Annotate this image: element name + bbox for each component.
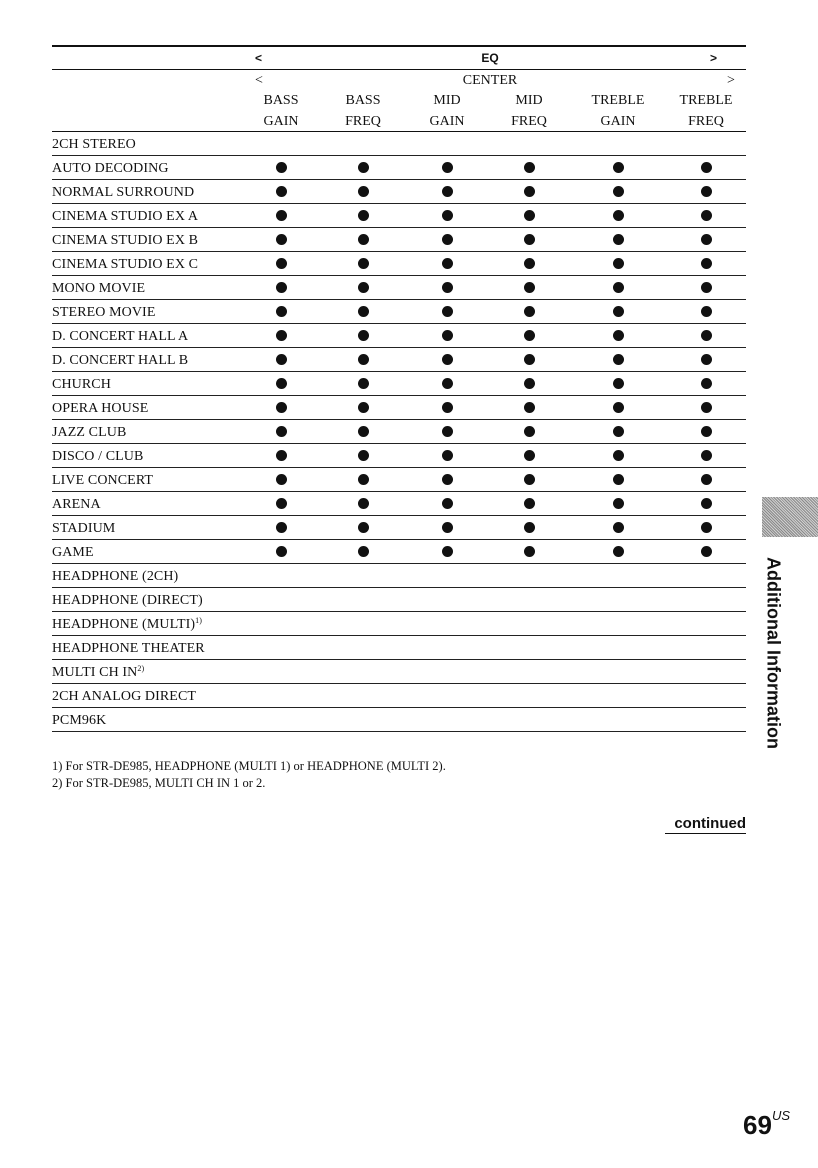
row-label-text: 2CH ANALOG DIRECT	[52, 689, 197, 704]
row-label	[52, 641, 205, 657]
available-dot-icon	[442, 282, 453, 293]
available-dot-icon	[524, 282, 535, 293]
available-dot-icon	[442, 234, 453, 245]
available-dot-icon	[442, 258, 453, 269]
table-row	[52, 708, 746, 732]
available-dot-icon	[524, 258, 535, 269]
table-row	[52, 444, 746, 468]
available-dot-icon	[276, 210, 287, 221]
available-dot-icon	[276, 546, 287, 557]
table-row	[52, 276, 746, 300]
column-header-2-line1: BASS	[345, 93, 381, 108]
available-dot-icon	[276, 450, 287, 461]
available-dot-icon	[358, 186, 369, 197]
row-label-text: ARENA	[52, 497, 101, 512]
column-header-4-line2: FREQ	[511, 114, 547, 129]
available-dot-icon	[701, 186, 712, 197]
row-label-text: 2CH STEREO	[52, 137, 136, 152]
row-label-text: HEADPHONE (DIRECT)	[52, 593, 203, 608]
row-label	[52, 281, 145, 297]
row-label	[52, 449, 143, 465]
row-label	[52, 569, 178, 585]
footnote-1: 1) For STR-DE985, HEADPHONE (MULTI 1) or HEADPHONE (MULTI 2).	[52, 759, 446, 773]
column-header-6-line1: TREBLE	[679, 93, 733, 108]
available-dot-icon	[442, 498, 453, 509]
available-dot-icon	[701, 258, 712, 269]
table-row	[52, 588, 746, 612]
available-dot-icon	[701, 354, 712, 365]
available-dot-icon	[613, 282, 624, 293]
available-dot-icon	[701, 162, 712, 173]
row-label-text: STEREO MOVIE	[52, 305, 156, 320]
available-dot-icon	[276, 354, 287, 365]
page-number-value: 69	[743, 1110, 772, 1140]
available-dot-icon	[442, 330, 453, 341]
available-dot-icon	[613, 378, 624, 389]
available-dot-icon	[276, 498, 287, 509]
continued-rule	[665, 833, 746, 834]
available-dot-icon	[442, 378, 453, 389]
column-header-5-line2: GAIN	[600, 114, 636, 129]
table-row	[52, 228, 746, 252]
row-label-text: D. CONCERT HALL A	[52, 329, 189, 344]
available-dot-icon	[442, 522, 453, 533]
column-header-4-line1: MID	[515, 93, 543, 108]
eq-right-marker: >	[710, 51, 718, 65]
table-row	[52, 636, 746, 660]
available-dot-icon	[613, 306, 624, 317]
available-dot-icon	[524, 162, 535, 173]
row-footnote-ref: 2)	[137, 664, 145, 673]
table-row	[52, 516, 746, 540]
available-dot-icon	[358, 354, 369, 365]
available-dot-icon	[358, 234, 369, 245]
row-label-text: STADIUM	[52, 521, 116, 536]
available-dot-icon	[524, 330, 535, 341]
continued-label: continued	[674, 815, 746, 832]
row-label	[52, 209, 198, 225]
available-dot-icon	[701, 546, 712, 557]
available-dot-icon	[613, 162, 624, 173]
section-tab-marker	[762, 497, 818, 537]
available-dot-icon	[701, 498, 712, 509]
table-row	[52, 468, 746, 492]
row-label-text: NORMAL SURROUND	[52, 185, 195, 200]
available-dot-icon	[701, 234, 712, 245]
column-header-2-line2: FREQ	[345, 114, 381, 129]
row-label	[52, 353, 188, 369]
available-dot-icon	[613, 354, 624, 365]
available-dot-icon	[276, 522, 287, 533]
available-dot-icon	[613, 210, 624, 221]
row-label-text: CHURCH	[52, 377, 111, 392]
available-dot-icon	[276, 474, 287, 485]
available-dot-icon	[276, 378, 287, 389]
row-label-text: HEADPHONE THEATER	[52, 641, 205, 656]
available-dot-icon	[701, 426, 712, 437]
available-dot-icon	[442, 306, 453, 317]
table-row	[52, 660, 746, 684]
section-side-label	[760, 545, 786, 760]
available-dot-icon	[276, 426, 287, 437]
row-label	[52, 401, 148, 417]
table-row	[52, 180, 746, 204]
row-label-text: GAME	[52, 545, 94, 560]
available-dot-icon	[524, 402, 535, 413]
table-row	[52, 540, 746, 564]
row-label	[52, 521, 115, 537]
page-number-suffix: US	[771, 1108, 790, 1123]
available-dot-icon	[276, 306, 287, 317]
row-label-text: PCM96K	[52, 713, 107, 728]
available-dot-icon	[358, 210, 369, 221]
table-row	[52, 132, 746, 156]
center-right-marker: >	[727, 73, 735, 88]
column-header-3-line1: MID	[433, 93, 461, 108]
available-dot-icon	[442, 402, 453, 413]
available-dot-icon	[701, 210, 712, 221]
eq-top-rule	[52, 45, 746, 47]
row-label-text: OPERA HOUSE	[52, 401, 149, 416]
row-label-text: HEADPHONE (MULTI)	[52, 617, 196, 632]
available-dot-icon	[442, 354, 453, 365]
available-dot-icon	[524, 474, 535, 485]
row-label	[52, 233, 198, 249]
eq-left-marker: <	[255, 51, 263, 65]
row-label	[52, 185, 194, 201]
available-dot-icon	[442, 210, 453, 221]
available-dot-icon	[358, 426, 369, 437]
eq-availability-table	[52, 132, 746, 732]
row-label	[52, 497, 101, 513]
row-label-text: JAZZ CLUB	[52, 425, 127, 440]
available-dot-icon	[358, 522, 369, 533]
footnote-2: 2) For STR-DE985, MULTI CH IN 1 or 2.	[52, 776, 266, 790]
row-label-text: D. CONCERT HALL B	[52, 353, 189, 368]
row-label-text: CINEMA STUDIO EX A	[52, 209, 199, 224]
available-dot-icon	[524, 186, 535, 197]
row-label	[52, 665, 144, 681]
table-row	[52, 564, 746, 588]
available-dot-icon	[358, 474, 369, 485]
available-dot-icon	[613, 498, 624, 509]
available-dot-icon	[442, 450, 453, 461]
column-header-3-line2: GAIN	[429, 114, 465, 129]
available-dot-icon	[613, 258, 624, 269]
eq-title: EQ	[481, 51, 499, 65]
table-row	[52, 252, 746, 276]
available-dot-icon	[524, 306, 535, 317]
page-number	[743, 1110, 790, 1141]
available-dot-icon	[442, 186, 453, 197]
section-side-label-text: Additional Information	[763, 556, 784, 749]
column-header-1-line2: GAIN	[263, 114, 299, 129]
available-dot-icon	[276, 162, 287, 173]
available-dot-icon	[613, 330, 624, 341]
row-label-text: HEADPHONE (2CH)	[52, 569, 179, 584]
available-dot-icon	[701, 306, 712, 317]
available-dot-icon	[524, 378, 535, 389]
column-header-1-line1: BASS	[263, 93, 299, 108]
available-dot-icon	[358, 378, 369, 389]
available-dot-icon	[613, 522, 624, 533]
available-dot-icon	[276, 282, 287, 293]
table-row	[52, 396, 746, 420]
available-dot-icon	[276, 234, 287, 245]
row-label	[52, 377, 111, 393]
available-dot-icon	[276, 330, 287, 341]
table-row	[52, 684, 746, 708]
table-row	[52, 156, 746, 180]
available-dot-icon	[613, 186, 624, 197]
available-dot-icon	[701, 450, 712, 461]
row-label	[52, 617, 202, 633]
available-dot-icon	[442, 426, 453, 437]
row-label-text: CINEMA STUDIO EX C	[52, 257, 199, 272]
available-dot-icon	[613, 546, 624, 557]
table-row	[52, 612, 746, 636]
available-dot-icon	[358, 402, 369, 413]
available-dot-icon	[613, 450, 624, 461]
available-dot-icon	[276, 402, 287, 413]
available-dot-icon	[613, 234, 624, 245]
available-dot-icon	[358, 546, 369, 557]
available-dot-icon	[701, 282, 712, 293]
row-label	[52, 161, 169, 177]
center-left-marker: <	[255, 73, 263, 88]
row-label	[52, 137, 136, 153]
available-dot-icon	[701, 330, 712, 341]
row-label	[52, 473, 153, 489]
available-dot-icon	[613, 474, 624, 485]
row-label	[52, 713, 106, 729]
table-row	[52, 492, 746, 516]
table-row	[52, 348, 746, 372]
available-dot-icon	[442, 546, 453, 557]
table-row	[52, 324, 746, 348]
center-group-label: CENTER	[462, 73, 518, 88]
available-dot-icon	[358, 306, 369, 317]
table-row	[52, 372, 746, 396]
row-footnote-ref: 1)	[195, 616, 202, 625]
table-row	[52, 420, 746, 444]
row-label	[52, 593, 203, 609]
available-dot-icon	[701, 522, 712, 533]
row-label-text: AUTO DECODING	[52, 161, 169, 176]
table-row	[52, 204, 746, 228]
available-dot-icon	[358, 258, 369, 269]
row-label	[52, 545, 94, 561]
available-dot-icon	[276, 186, 287, 197]
column-header-6-line2: FREQ	[688, 114, 724, 129]
table-row	[52, 300, 746, 324]
available-dot-icon	[701, 474, 712, 485]
available-dot-icon	[524, 426, 535, 437]
available-dot-icon	[524, 234, 535, 245]
row-label-text: MULTI CH IN	[52, 665, 138, 680]
available-dot-icon	[613, 402, 624, 413]
available-dot-icon	[358, 498, 369, 509]
available-dot-icon	[701, 402, 712, 413]
row-label-text: MONO MOVIE	[52, 281, 146, 296]
row-label	[52, 329, 188, 345]
row-label-text: LIVE CONCERT	[52, 473, 154, 488]
column-header-5-line1: TREBLE	[591, 93, 645, 108]
row-label	[52, 257, 198, 273]
available-dot-icon	[701, 378, 712, 389]
available-dot-icon	[613, 426, 624, 437]
row-label-text: CINEMA STUDIO EX B	[52, 233, 199, 248]
available-dot-icon	[524, 210, 535, 221]
available-dot-icon	[358, 282, 369, 293]
available-dot-icon	[524, 498, 535, 509]
available-dot-icon	[358, 330, 369, 341]
available-dot-icon	[524, 354, 535, 365]
available-dot-icon	[524, 450, 535, 461]
available-dot-icon	[524, 522, 535, 533]
available-dot-icon	[358, 162, 369, 173]
eq-bottom-rule	[52, 69, 746, 70]
available-dot-icon	[524, 546, 535, 557]
available-dot-icon	[442, 474, 453, 485]
available-dot-icon	[358, 450, 369, 461]
row-label-text: DISCO / CLUB	[52, 449, 144, 464]
row-label	[52, 425, 126, 441]
row-label	[52, 305, 155, 321]
available-dot-icon	[276, 258, 287, 269]
available-dot-icon	[442, 162, 453, 173]
row-label	[52, 689, 196, 705]
